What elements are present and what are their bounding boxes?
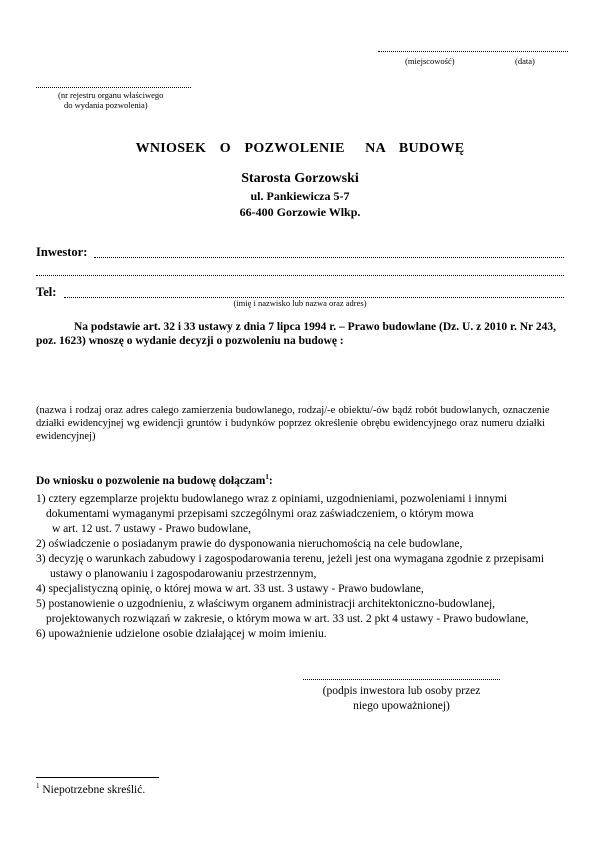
list-item: 2) oświadczenie o posiadanym prawie do dysponowania nieruchomością na cele budowlane, [36, 538, 463, 550]
addressee-block [160, 170, 440, 220]
date-caption: (data) [515, 56, 535, 66]
list-item: ustawy o planowaniu i zagospodarowaniu przestrzennym, [50, 568, 317, 580]
place-date-line[interactable] [378, 50, 568, 52]
attachments-heading-colon: : [268, 474, 273, 487]
footnote-marker: 1 [36, 782, 40, 790]
attachments-heading [36, 473, 273, 487]
footnote-text: Niepotrzebne skreślić. [39, 783, 146, 796]
list-item: 6) upoważnienie udzielone osobie działającej w moim imieniu. [36, 628, 327, 640]
signature-line[interactable] [303, 678, 500, 680]
signature-caption-line2: niego upoważnionej) [353, 700, 450, 712]
registry-number-line[interactable] [36, 86, 191, 88]
footnote-ref: 1 [265, 473, 269, 481]
addressee-name: Starosta Gorzowski [241, 171, 359, 186]
attachments-heading-text: Do wniosku o pozwolenie na budowę dołączam [36, 474, 266, 487]
tel-label: Tel: [36, 285, 57, 299]
project-caption: (nazwa i rodzaj oraz adres całego zamierzenia budowlanego, rodzaj/-e obiektu/-ów bądź robót budowlanych, oznaczenie działki ewidencyjnej wg ewidencji gruntów i budynków poprzez określenie obrębu ewidencyjnego oraz numeru działki ewidencyjnej) [36, 405, 550, 442]
list-item: 3) decyzję o warunkach zabudowy i zagospodarowania terenu, jeżeli jest ona wymagana zgodnie z przepisami [36, 553, 545, 565]
list-item: w art. 12 ust. 7 ustawy - Prawo budowlane, [52, 523, 251, 535]
request-paragraph: Na podstawie art. 32 i 33 ustawy z dnia 7 lipca 1994 r. – Prawo budowlane (Dz. U. z 2010 r. Nr 243, poz. 1623) wnoszę o wydanie decyzji o pozwoleniu na budowę : [36, 321, 556, 347]
investor-caption: (imię i nazwisko lub nazwa oraz adres) [233, 298, 367, 308]
registry-caption-line1: (nr rejestru organu właściwego [58, 90, 164, 100]
signature-caption [303, 684, 500, 714]
signature-caption-line1: (podpis inwestora lub osoby przez [322, 685, 481, 697]
place-caption: (miejscowość) [405, 56, 455, 66]
document-title: WNIOSEK O POZWOLENIE NA BUDOWĘ [135, 141, 465, 156]
investor-field-line1[interactable] [94, 256, 564, 258]
registry-caption-line2: do wydania pozwolenia) [64, 100, 148, 110]
list-item: 4) specjalistyczną opinię, o której mowa w art. 33 ust. 3 ustawy - Prawo budowlane, [36, 583, 424, 595]
list-item: dokumentami wymaganymi przepisami szczególnymi oraz zaświadczeniem, o którym mowa [46, 508, 474, 520]
addressee-city: 66-400 Gorzowie Wlkp. [239, 205, 361, 219]
list-item: 1) cztery egzemplarze projektu budowlanego wraz z opiniami, uzgodnieniami, pozwoleniami i innymi [36, 493, 508, 505]
attachments-list [36, 492, 576, 642]
investor-label: Inwestor: [36, 245, 88, 259]
investor-field-line2[interactable] [36, 274, 564, 276]
list-item: projektowanych rozwiązań w zakresie, o którym mowa w art. 33 ust. 2 pkt 4 ustawy - Prawo budowlane, [46, 613, 529, 625]
footnote [36, 782, 145, 796]
addressee-street: ul. Pankiewicza 5-7 [250, 189, 350, 203]
footnote-separator [36, 777, 159, 779]
list-item: 5) postanowienie o uzgodnieniu, z właściwym organem administracji architektoniczno-budowlanej, [36, 598, 496, 610]
